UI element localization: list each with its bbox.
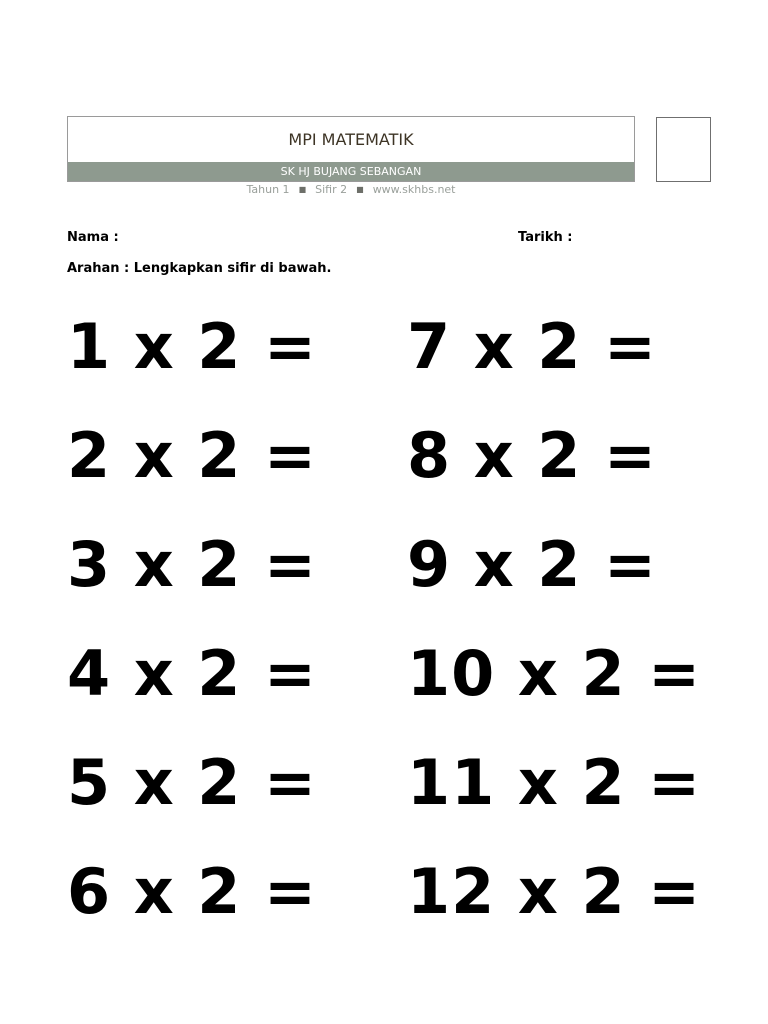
equation: 10 x 2 = [407, 637, 702, 710]
equations-right-column [407, 292, 747, 946]
equation: 8 x 2 = [407, 419, 657, 492]
square-bullet-icon: ■ [298, 185, 307, 194]
equation: 4 x 2 = [67, 637, 317, 710]
equation: 9 x 2 = [407, 528, 657, 601]
equation: 6 x 2 = [67, 855, 317, 928]
square-bullet-icon: ■ [356, 185, 364, 194]
name-label: Nama : [67, 230, 119, 245]
equation: 11 x 2 = [407, 746, 702, 819]
meta-website: www.skhbs.net [372, 183, 456, 196]
equation: 7 x 2 = [407, 310, 657, 383]
equation: 2 x 2 = [67, 419, 317, 492]
meta-table: Sifir 2 [315, 183, 348, 196]
equation: 1 x 2 = [67, 310, 317, 383]
worksheet-title: MPI MATEMATIK [288, 130, 414, 149]
equations-left-column [67, 292, 407, 946]
equation: 5 x 2 = [67, 746, 317, 819]
meta-year: Tahun 1 [246, 183, 290, 196]
equation: 12 x 2 = [407, 855, 702, 928]
instruction-text: Arahan : Lengkapkan sifir di bawah. [67, 261, 332, 276]
worksheet-meta [67, 183, 635, 198]
header-box [67, 116, 635, 182]
equation: 3 x 2 = [67, 528, 317, 601]
date-label: Tarikh : [518, 230, 573, 245]
score-box [656, 117, 711, 182]
school-name: SK HJ BUJANG SEBANGAN [68, 162, 634, 181]
